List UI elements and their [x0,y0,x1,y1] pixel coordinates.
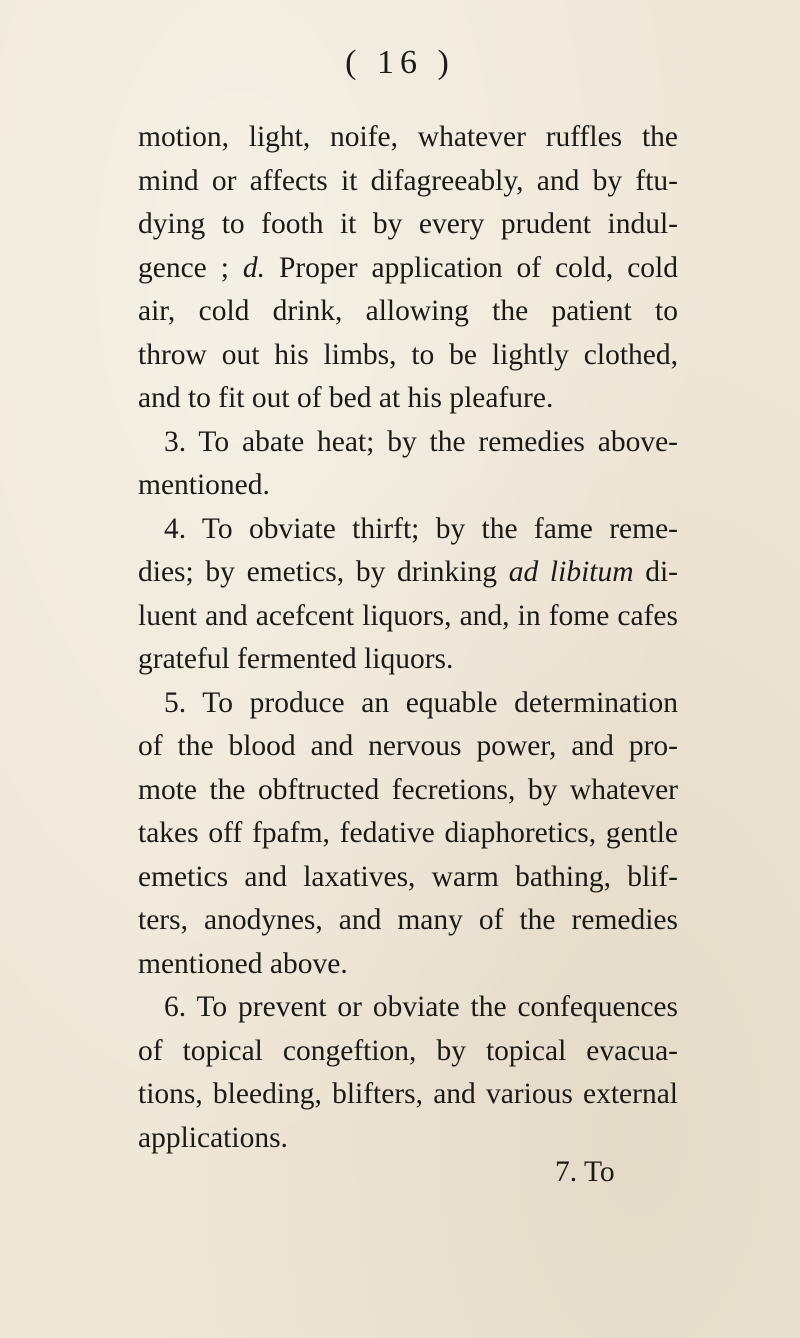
text-line: tions, bleeding, blifters, and various external [138,1078,678,1110]
text-line: mentioned. [138,469,270,501]
text-line: and to fit out of bed at his pleafure. [138,382,554,414]
text-line: grateful fermented liquors. [138,643,454,675]
text-line: throw out his limbs, to be lightly clothed, [138,338,678,371]
text-line: of topical congeftion, by topical evacua- [138,1034,678,1067]
text-line: air, cold drink, allowing the patient to [138,295,678,327]
text-line: dying to footh it by every prudent indul- [138,208,678,240]
text-line: gence ; d. Proper application of cold, cold [138,251,678,284]
text-line: 6. To prevent or obviate the confequences [164,991,678,1023]
text-line: mind or affects it difagreeably, and by ftu- [138,164,678,197]
text-line: ters, anodynes, and many of the remedies [138,904,678,936]
text-line: 4. To obviate thirft; by the fame reme- [164,512,678,545]
text-line: luent and acefcent liquors, and, in fome cafes [138,599,678,632]
text-line: emetics and laxatives, warm bathing, blif- [138,860,678,893]
latin-phrase: ad libitum [508,556,634,588]
text-line: applications. [138,1121,288,1154]
text-line: of the blood and nervous power, and pro- [138,730,678,762]
text-line: 3. To abate heat; by the remedies above- [164,425,678,458]
body-text [138,116,678,1160]
page-number: ( 16 ) [345,44,455,81]
text-line: mentioned above. [138,947,348,980]
text-line: dies; by emetics, by drinking ad libitum di- [138,556,679,588]
text-line: takes off fpafm, fedative diaphoretics, gentle [138,817,678,849]
text-line: mote the obftructed fecretions, by whatever [138,773,678,806]
catchword: 7. To [555,1156,615,1188]
item-letter: d. [242,251,265,284]
text-line: 5. To produce an equable determination [164,686,678,719]
text-line: motion, light, noife, whatever ruffles the [138,121,678,153]
